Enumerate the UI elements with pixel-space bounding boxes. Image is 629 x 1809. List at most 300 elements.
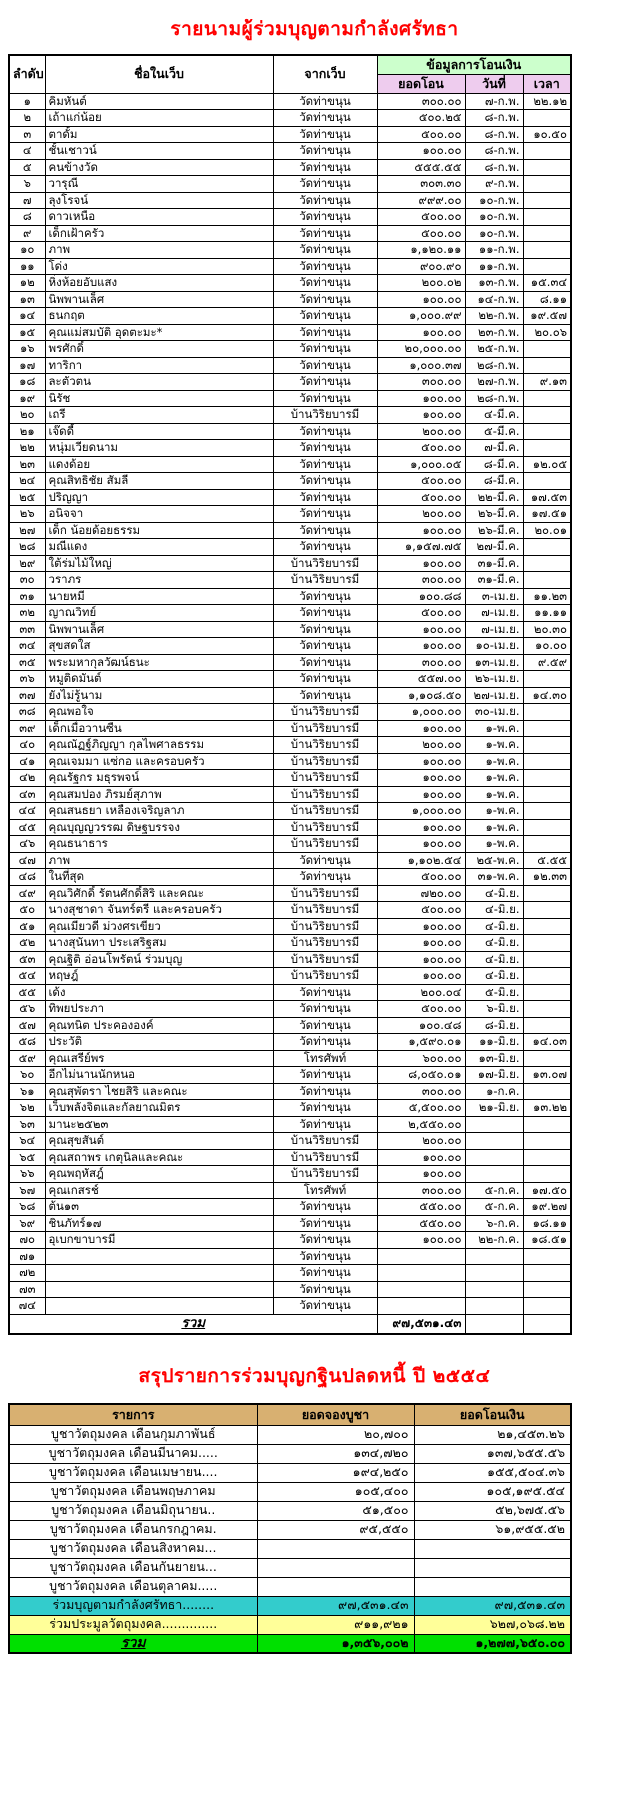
donor-date-cell: ๑-พ.ค. [465, 753, 523, 770]
donor-index-cell: ๑๐ [9, 242, 45, 259]
donor-name-cell: ธนกฤต [45, 308, 273, 325]
donor-time-cell: ๑๘.๕๑ [523, 1232, 571, 1249]
summary-pledged-cell: ๒๐,๗๐๐ [257, 1425, 414, 1444]
donor-amount-cell: ๒,๕๕๐.๐๐ [377, 1116, 465, 1133]
donor-time-cell [523, 902, 571, 919]
donor-row [9, 770, 571, 787]
summary-transferred-cell [414, 1558, 571, 1577]
donor-amount-cell: ๕๐๐.๒๕ [377, 110, 465, 127]
donor-total-amount: ๙๗,๕๓๑.๔๓ [377, 1314, 465, 1334]
donor-date-cell: ๔-มิ.ย. [465, 885, 523, 902]
donor-row [9, 1133, 571, 1150]
donor-index-cell: ๕๐ [9, 902, 45, 919]
donor-time-cell: ๙.๑๓ [523, 374, 571, 391]
donor-row [9, 1199, 571, 1216]
donor-source-cell: บ้านวิริยบารมี [273, 1133, 377, 1150]
donor-amount-cell: ๑๐๐.๐๐ [377, 522, 465, 539]
donor-name-cell: หนุ่มเวียดนาม [45, 440, 273, 457]
summary-pledged-cell [257, 1577, 414, 1596]
donor-name-cell: เด้ง [45, 984, 273, 1001]
donor-name-cell [45, 1298, 273, 1315]
donor-amount-cell: ๕๐๐.๐๐ [377, 209, 465, 226]
summary-pledged-cell: ๑๓๔,๗๒๐ [257, 1444, 414, 1463]
donor-index-cell: ๔๙ [9, 885, 45, 902]
donor-name-cell: เด็กเฝ้าครัว [45, 225, 273, 242]
donor-row [9, 968, 571, 985]
summary-pledged-cell: ๑๙๔,๒๕๐ [257, 1463, 414, 1482]
donor-index-cell: ๑๖ [9, 341, 45, 358]
donor-index-cell: ๔๑ [9, 753, 45, 770]
donor-source-cell: บ้านวิริยบารมี [273, 1149, 377, 1166]
donor-time-cell: ๑๔.๐๓ [523, 1034, 571, 1051]
donor-time-cell [523, 935, 571, 952]
col-header-name: ชื่อในเว็บ [45, 55, 273, 93]
donor-row [9, 786, 571, 803]
donor-source-cell: บ้านวิริยบารมี [273, 803, 377, 820]
donor-amount-cell: ๕๕๐.๐๐ [377, 1199, 465, 1216]
summary-row [9, 1501, 571, 1520]
donor-amount-cell: ๒๐๐.๐๐ [377, 506, 465, 523]
donor-time-cell: ๒๐.๐๑ [523, 522, 571, 539]
donor-time-cell: ๕.๕๕ [523, 852, 571, 869]
donor-name-cell: คุณเสรีย์พร [45, 1050, 273, 1067]
donor-source-cell: วัดท่าขนุน [273, 93, 377, 110]
donor-date-cell: ๒๖-มี.ค. [465, 506, 523, 523]
summary-item-cell: ร่วมประมูลวัตถุมงคล.............. [9, 1615, 257, 1634]
donor-source-cell: บ้านวิริยบารมี [273, 720, 377, 737]
donor-name-cell: ดาวเหนือ [45, 209, 273, 226]
donor-date-cell: ๑-พ.ค. [465, 819, 523, 836]
donor-row [9, 390, 571, 407]
donor-amount-cell [377, 1248, 465, 1265]
donor-time-cell: ๒๐.๓๐ [523, 621, 571, 638]
donor-amount-cell: ๑๐๐.๐๐ [377, 935, 465, 952]
donor-date-cell: ๑-พ.ค. [465, 737, 523, 754]
summary-row [9, 1482, 571, 1501]
donor-amount-cell: ๘,๐๕๐.๐๑ [377, 1067, 465, 1084]
donor-row [9, 242, 571, 259]
donor-row [9, 374, 571, 391]
donor-source-cell: วัดท่าขนุน [273, 1100, 377, 1117]
donor-amount-cell: ๓๐๐.๐๐ [377, 1182, 465, 1199]
donor-time-cell [523, 671, 571, 688]
summary-transferred-cell [414, 1577, 571, 1596]
donor-time-cell: ๑๐.๕๐ [523, 126, 571, 143]
donor-time-cell: ๑๓.๒๒ [523, 1100, 571, 1117]
donor-name-cell: คุณวิศักดิ์ รัตนศักดิ์สิริ และคณะ [45, 885, 273, 902]
donor-row [9, 291, 571, 308]
donor-source-cell: บ้านวิริยบารมี [273, 885, 377, 902]
donor-amount-cell: ๑,๑๐๘.๕๐ [377, 687, 465, 704]
donor-name-cell: คุณสุพัตรา ไชยสิริ และคณะ [45, 1083, 273, 1100]
donor-row [9, 225, 571, 242]
donor-amount-cell: ๒๐๐.๐๐ [377, 737, 465, 754]
donor-index-cell: ๒ [9, 110, 45, 127]
donor-row [9, 209, 571, 226]
donor-index-cell: ๕๒ [9, 935, 45, 952]
donor-amount-cell: ๙๐๐.๙๐ [377, 258, 465, 275]
donor-index-cell: ๔๒ [9, 770, 45, 787]
summary-table-title: สรุปรายการร่วมบุญกฐินปลดหนี้ ปี ๒๕๕๔ [138, 1365, 491, 1387]
summary-header-item: รายการ [9, 1404, 257, 1425]
summary-item-cell: บูชาวัตถุมงคล เดือนกรกฎาคม. [9, 1520, 257, 1539]
donor-source-cell: วัดท่าขนุน [273, 126, 377, 143]
donor-index-cell: ๘ [9, 209, 45, 226]
donor-source-cell: บ้านวิริยบารมี [273, 902, 377, 919]
donor-index-cell: ๔ [9, 143, 45, 160]
donor-row [9, 258, 571, 275]
donor-source-cell: บ้านวิริยบารมี [273, 704, 377, 721]
donor-time-cell [523, 786, 571, 803]
donor-date-cell: ๒๗-มี.ค. [465, 539, 523, 556]
col-header-time: เวลา [523, 74, 571, 93]
donor-amount-cell: ๕๐๐.๐๐ [377, 869, 465, 886]
donor-date-cell: ๒๗-เม.ย. [465, 687, 523, 704]
donor-time-cell: ๑๗.๕๑ [523, 506, 571, 523]
summary-pledged-cell: ๙๑๑,๙๒๑ [257, 1615, 414, 1634]
donor-date-cell: ๓-เม.ย. [465, 588, 523, 605]
donor-source-cell: วัดท่าขนุน [273, 275, 377, 292]
donor-row [9, 1215, 571, 1232]
donor-amount-cell: ๕๐๐.๐๐ [377, 473, 465, 490]
donor-amount-cell: ๑,๐๐๐.๐๐ [377, 704, 465, 721]
donor-name-cell: ประวัติ [45, 1034, 273, 1051]
donor-source-cell: บ้านวิริยบารมี [273, 819, 377, 836]
donor-index-cell: ๒๗ [9, 522, 45, 539]
donor-time-cell [523, 390, 571, 407]
summary-item-cell: บูชาวัตถุมงคล เดือนพฤษภาคม [9, 1482, 257, 1501]
donor-row [9, 803, 571, 820]
donor-row [9, 1034, 571, 1051]
donor-amount-cell: ๓๐๐.๐๐ [377, 572, 465, 589]
donor-date-cell: ๑-พ.ค. [465, 720, 523, 737]
donor-date-cell: ๕-มี.ค. [465, 423, 523, 440]
donor-date-cell: ๕-ก.ค. [465, 1182, 523, 1199]
donor-total-date-empty [465, 1314, 523, 1334]
donor-name-cell: คุณบุญญวรรฒ ดิษฐบรรจง [45, 819, 273, 836]
donor-index-cell: ๓๔ [9, 638, 45, 655]
donor-source-cell: วัดท่าขนุน [273, 1199, 377, 1216]
donor-amount-cell: ๕๕๐.๐๐ [377, 1215, 465, 1232]
donor-date-cell: ๑-ก.ค. [465, 1083, 523, 1100]
donor-index-cell: ๖๖ [9, 1166, 45, 1183]
donor-date-cell: ๑-พ.ค. [465, 836, 523, 853]
donor-amount-cell: ๑,๑๕๗.๗๕ [377, 539, 465, 556]
donor-amount-cell: ๑๐๐.๐๐ [377, 1149, 465, 1166]
donor-source-cell: วัดท่าขนุน [273, 291, 377, 308]
donor-date-cell: ๘-มี.ค. [465, 456, 523, 473]
donor-index-cell: ๑๕ [9, 324, 45, 341]
donor-index-cell: ๖๒ [9, 1100, 45, 1117]
donor-source-cell: บ้านวิริยบารมี [273, 407, 377, 424]
donor-time-cell [523, 918, 571, 935]
summary-pledged-cell: ๙๕,๕๕๐ [257, 1520, 414, 1539]
donor-amount-cell: ๑๐๐.๐๐ [377, 638, 465, 655]
donor-amount-cell: ๑๐๐.๘๘ [377, 588, 465, 605]
donor-index-cell: ๕๘ [9, 1034, 45, 1051]
donor-row [9, 605, 571, 622]
donor-source-cell: วัดท่าขนุน [273, 522, 377, 539]
donor-date-cell: ๘-มิ.ย. [465, 1017, 523, 1034]
donor-row [9, 1001, 571, 1018]
summary-row [9, 1463, 571, 1482]
col-header-transfer-group: ข้อมูลการโอนเงิน [377, 55, 571, 74]
donor-source-cell: บ้านวิริยบารมี [273, 555, 377, 572]
donor-row [9, 1149, 571, 1166]
donor-time-cell [523, 192, 571, 209]
donor-index-cell: ๔๔ [9, 803, 45, 820]
donor-date-cell: ๘-ก.พ. [465, 143, 523, 160]
donor-index-cell: ๕๓ [9, 951, 45, 968]
donor-index-cell: ๓๓ [9, 621, 45, 638]
donor-amount-cell: ๑๐๐.๐๐ [377, 918, 465, 935]
donor-index-cell: ๔๖ [9, 836, 45, 853]
donor-source-cell: วัดท่าขนุน [273, 456, 377, 473]
donor-index-cell: ๗๑ [9, 1248, 45, 1265]
donor-source-cell: บ้านวิริยบารมี [273, 753, 377, 770]
donor-date-cell: ๒๘-ก.พ. [465, 390, 523, 407]
donor-date-cell: ๒๖-มี.ค. [465, 522, 523, 539]
donor-date-cell: ๘-ก.พ. [465, 159, 523, 176]
donor-time-cell [523, 737, 571, 754]
donor-date-cell: ๒๗-ก.พ. [465, 374, 523, 391]
donor-time-cell [523, 885, 571, 902]
donor-name-cell: นิพพานเล็ศ [45, 291, 273, 308]
donor-index-cell: ๔๕ [9, 819, 45, 836]
donor-row [9, 951, 571, 968]
donor-time-cell [523, 836, 571, 853]
donor-date-cell: ๒๕-พ.ค. [465, 852, 523, 869]
summary-row [9, 1425, 571, 1444]
donor-name-cell: ตาดั้ม [45, 126, 273, 143]
donor-amount-cell: ๑,๑๐๒.๕๔ [377, 852, 465, 869]
donor-name-cell: มณีแดง [45, 539, 273, 556]
donor-source-cell: บ้านวิริยบารมี [273, 968, 377, 985]
donor-index-cell: ๒๘ [9, 539, 45, 556]
donor-row [9, 489, 571, 506]
donor-source-cell: บ้านวิริยบารมี [273, 770, 377, 787]
donor-row [9, 572, 571, 589]
donor-row [9, 440, 571, 457]
donor-amount-cell: ๕๐๐.๐๐ [377, 902, 465, 919]
summary-transferred-cell: ๙๗,๕๓๑.๔๓ [414, 1596, 571, 1615]
donor-index-cell: ๓๙ [9, 720, 45, 737]
donor-date-cell: ๑-พ.ค. [465, 786, 523, 803]
donor-name-cell: วราภร [45, 572, 273, 589]
donor-date-cell: ๔-มิ.ย. [465, 951, 523, 968]
donor-date-cell: ๗-เม.ย. [465, 605, 523, 622]
summary-header-transferred: ยอดโอนเงิน [414, 1404, 571, 1425]
donor-amount-cell: ๒๐๐.๐๒ [377, 275, 465, 292]
donor-row [9, 324, 571, 341]
summary-row [9, 1558, 571, 1577]
donor-time-cell: ๑๒.๓๓ [523, 869, 571, 886]
donor-date-cell: ๑๑-ก.พ. [465, 258, 523, 275]
donor-name-cell: ทิพยประภา [45, 1001, 273, 1018]
summary-header-pledged: ยอดจองบูชา [257, 1404, 414, 1425]
donor-time-cell [523, 704, 571, 721]
donor-date-cell: ๑๐-ก.พ. [465, 209, 523, 226]
donor-row [9, 720, 571, 737]
donor-name-cell: คุณแม่สมบัติ อุดตะมะ* [45, 324, 273, 341]
donor-source-cell: วัดท่าขนุน [273, 1067, 377, 1084]
donor-date-cell: ๔-มี.ค. [465, 407, 523, 424]
donor-total-time-empty [523, 1314, 571, 1334]
donor-index-cell: ๙ [9, 225, 45, 242]
donor-source-cell: วัดท่าขนุน [273, 423, 377, 440]
donor-name-cell: คุณเมียวดี ม่วงศรเขียว [45, 918, 273, 935]
donor-index-cell: ๕๗ [9, 1017, 45, 1034]
donor-time-cell [523, 258, 571, 275]
donor-source-cell: วัดท่าขนุน [273, 984, 377, 1001]
donor-date-cell: ๑๓-มิ.ย. [465, 1050, 523, 1067]
donor-name-cell: ใต้ร่มไม้ใหญ่ [45, 555, 273, 572]
donor-amount-cell: ๑,๐๐๐.๐๐ [377, 803, 465, 820]
donor-source-cell: วัดท่าขนุน [273, 671, 377, 688]
donor-name-cell: ภาพ [45, 242, 273, 259]
donor-amount-cell: ๑๐๐.๐๐ [377, 836, 465, 853]
donor-name-cell: ชั้นเชาวน์ [45, 143, 273, 160]
donor-source-cell: โทรศัพท์ [273, 1182, 377, 1199]
summary-transferred-cell: ๑๕๕,๕๐๔.๓๖ [414, 1463, 571, 1482]
donor-row [9, 93, 571, 110]
summary-transferred-cell: ๖๑,๙๕๕.๕๒ [414, 1520, 571, 1539]
donor-date-cell: ๑-พ.ค. [465, 770, 523, 787]
donor-amount-cell: ๑๐๐.๐๐ [377, 770, 465, 787]
donor-index-cell: ๖๔ [9, 1133, 45, 1150]
donor-row [9, 506, 571, 523]
donor-name-cell: นิพพานเล็ศ [45, 621, 273, 638]
donor-source-cell: โทรศัพท์ [273, 1050, 377, 1067]
donor-row [9, 143, 571, 160]
donor-source-cell: วัดท่าขนุน [273, 539, 377, 556]
donor-source-cell: วัดท่าขนุน [273, 605, 377, 622]
donor-name-cell: คุณทนิต ประคององค์ [45, 1017, 273, 1034]
donor-index-cell: ๕ [9, 159, 45, 176]
donor-amount-cell: ๕๐๐.๐๐ [377, 225, 465, 242]
donor-date-cell: ๓๐-เม.ย. [465, 704, 523, 721]
donor-date-cell [465, 1265, 523, 1282]
donor-time-cell [523, 440, 571, 457]
donor-amount-cell: ๑๐๐.๐๐ [377, 951, 465, 968]
donor-time-cell [523, 1248, 571, 1265]
donor-name-cell: วารุณี [45, 176, 273, 193]
summary-transferred-cell: ๑๓๗,๖๕๕.๕๖ [414, 1444, 571, 1463]
donor-amount-cell: ๕๐๐.๐๐ [377, 489, 465, 506]
donor-table [8, 54, 572, 1335]
donor-date-cell [465, 1281, 523, 1298]
donor-row [9, 1083, 571, 1100]
donor-time-cell: ๑๘.๑๑ [523, 1215, 571, 1232]
donor-name-cell: แดงด้อย [45, 456, 273, 473]
donor-time-cell [523, 110, 571, 127]
donor-index-cell: ๖๙ [9, 1215, 45, 1232]
summary-item-cell: ร่วมบุญตามกำลังศรัทธา........ [9, 1596, 257, 1615]
donor-amount-cell: ๖๐๐.๐๐ [377, 1050, 465, 1067]
donor-row [9, 638, 571, 655]
donor-source-cell: วัดท่าขนุน [273, 192, 377, 209]
donor-date-cell: ๗-มี.ค. [465, 440, 523, 457]
donor-name-cell: เด็ก น้อยด้อยธรรม [45, 522, 273, 539]
donor-source-cell: วัดท่าขนุน [273, 225, 377, 242]
donor-index-cell: ๗๐ [9, 1232, 45, 1249]
donor-row [9, 1182, 571, 1199]
donor-source-cell: วัดท่าขนุน [273, 1034, 377, 1051]
donor-row [9, 737, 571, 754]
donor-time-cell [523, 1017, 571, 1034]
donor-name-cell [45, 1281, 273, 1298]
donor-name-cell: ปริญญา [45, 489, 273, 506]
donor-date-cell: ๔-มิ.ย. [465, 918, 523, 935]
donor-date-cell: ๒๒-มี.ค. [465, 489, 523, 506]
donor-name-cell: เถรี [45, 407, 273, 424]
summary-row [9, 1444, 571, 1463]
donor-amount-cell: ๒๐,๐๐๐.๐๐ [377, 341, 465, 358]
donor-source-cell: วัดท่าขนุน [273, 1083, 377, 1100]
donor-source-cell: วัดท่าขนุน [273, 159, 377, 176]
donor-amount-cell: ๑๐๐.๐๐ [377, 291, 465, 308]
donor-time-cell [523, 951, 571, 968]
donor-row [9, 984, 571, 1001]
donor-source-cell: วัดท่าขนุน [273, 654, 377, 671]
donor-amount-cell: ๕๐๐.๐๐ [377, 440, 465, 457]
donor-amount-cell: ๓๐๐.๐๐ [377, 93, 465, 110]
donor-index-cell: ๑๘ [9, 374, 45, 391]
donor-time-cell: ๒๐.๐๖ [523, 324, 571, 341]
donor-row [9, 522, 571, 539]
donor-time-cell [523, 242, 571, 259]
donor-date-cell: ๑๔-ก.พ. [465, 291, 523, 308]
donor-date-cell: ๑-พ.ค. [465, 803, 523, 820]
donor-index-cell: ๕๔ [9, 968, 45, 985]
donor-date-cell: ๑๐-เม.ย. [465, 638, 523, 655]
donor-time-cell [523, 1265, 571, 1282]
donor-name-cell: เด็กเมื่อวานซืน [45, 720, 273, 737]
donor-date-cell: ๒๖-เม.ย. [465, 671, 523, 688]
donor-amount-cell: ๑๐๐.๐๐ [377, 621, 465, 638]
donor-index-cell: ๑๙ [9, 390, 45, 407]
donor-time-cell: ๑๕.๓๔ [523, 275, 571, 292]
donor-amount-cell: ๑๐๐.๐๐ [377, 786, 465, 803]
donor-index-cell: ๒๔ [9, 473, 45, 490]
donor-amount-cell: ๑๐๐.๐๐ [377, 968, 465, 985]
donor-source-cell: วัดท่าขนุน [273, 869, 377, 886]
donor-date-cell [465, 1149, 523, 1166]
donor-name-cell: เว็บพลังจิตและกัลยาณมิตร [45, 1100, 273, 1117]
donor-time-cell [523, 225, 571, 242]
donor-name-cell: มานะ๒๕๒๓ [45, 1116, 273, 1133]
donor-source-cell: บ้านวิริยบารมี [273, 786, 377, 803]
summary-row [9, 1596, 571, 1615]
donor-row [9, 1116, 571, 1133]
donor-row [9, 176, 571, 193]
donor-source-cell: วัดท่าขนุน [273, 852, 377, 869]
summary-pledged-cell: ๑,๓๕๖,๐๐๒ [257, 1634, 414, 1653]
donor-amount-cell: ๑,๕๙๐.๐๑ [377, 1034, 465, 1051]
donor-index-cell: ๗ [9, 192, 45, 209]
donor-date-cell: ๑๑-มิ.ย. [465, 1034, 523, 1051]
donor-source-cell: วัดท่าขนุน [273, 1248, 377, 1265]
donor-row [9, 110, 571, 127]
donor-source-cell: วัดท่าขนุน [273, 1281, 377, 1298]
donor-time-cell [523, 1281, 571, 1298]
donor-index-cell: ๖๗ [9, 1182, 45, 1199]
donor-index-cell: ๗๓ [9, 1281, 45, 1298]
donor-index-cell: ๑๑ [9, 258, 45, 275]
donor-row [9, 1281, 571, 1298]
donor-date-cell: ๔-มิ.ย. [465, 935, 523, 952]
donor-name-cell: นางสุนันทา ประเสริฐสม [45, 935, 273, 952]
